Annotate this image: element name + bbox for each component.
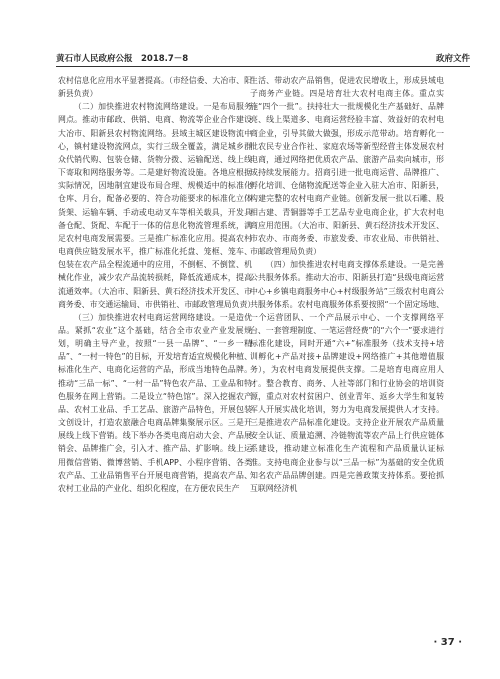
publication-title: 黄石市人民政府公报 2018.7－8 <box>56 54 189 64</box>
paragraph: 生活、带动农产品销售，促进农民增收上，形成县域电子商务产业链。四是培育壮大农村电商主体。重点实施“四个一批”。扶持壮大一批规模化生产基础好、品牌亮、线上渠道多、电商运营经验丰富、效益好的农村电商企业，引导其做大做强，形成示范带动。培育孵化一批农民专业合作社、家庭农场等新型经营主体发展农村电商，通过网络把优质农产品、旅游产品卖向城市，形成持续发展能力。招商引进一批电商运营、品牌推广、孵化培训、仓储物流配送等企业入驻大冶市、阳新县，构建完整的农村电商产业链。创新发展一批以石雕、股相古建、青铜器等手工艺品专业电商企业，扩大农村电商应用范围。（大冶市、阳新县、黄石经济技术开发区、市农办、市商务委、市旅发委、市农业局、市供销社、市邮政管理局负责） <box>250 76 444 257</box>
page-number: · 37 · <box>433 637 462 648</box>
paragraph: 农村信息化应用水平显著提高。（市经信委、大冶市、阳新县负责） <box>58 76 252 99</box>
paragraph: （三）加快推进农村电商运营网络建设。一是造优品。紧抓“农业”这个基础，结合全市农业产业发展规划，明确主导产业，按照“一县一品牌”、“一乡一精品”、“一村一特色”的目标，开发培育适宜规模化种植、标准化生产、电商化运营的产品，形成当地特色品牌。推动“三品一标”、“一村一品”特色农产品、工业品和特色服务在网上营销。二是设立“特色馆”。深入挖掘农产品、农村工业品、手工艺品、旅游产品特色，开展包装文创设计，打造农旅融合电商品牌集聚展示区。三是开展线上线下营销。线下举办各类电商启动大会、产品展销会、品牌推广会，引入才、推产品、扩影响。线上运用微信营销、微博营销、手机APP、小程序营销、各类农产品、工业品销售平台开展电商营销，提高农产品、农村工业品的产业化、组织化程度，在方便农民生产 <box>58 312 252 493</box>
page-header <box>56 48 470 67</box>
right-column <box>250 74 444 495</box>
paragraph: （四）加快推进农村电商支撑体系建设。一是完善公共服务体系。推动大冶市、阳新县打造“县级电商运营中心+乡镇电商服务中心+村级服务站”三级农村电商公共服务体系。农村电商服务体系要按照“一个固定场地、一个运营团队、一个产品展示中心、一个支撑网络平台、一套管理制度、一笔运营经费”的“六个一”要求进行标准化建设，同时开通“六+”标准服务（技术支持+培训孵化+产品对接+品牌建设+网络推广+其他增值服务），为农村电商发展提供支撑。二是培育电商应用人才。整合教育、商务、人社等部门和行业协会的培训资源，重点对农村贫困户、创业青年、返乡大学生和复转军人开展实战化培训，努力为电商发展提供人才支持。三是推进农产品标准化建设。支持企业开展农产品质量安全认证、质量追溯、冷链物流等农产品上行供应链体系建设，推动建立标准化生产流程和产品质量认证标准。支持电商企业参与以“三品一标”为基础的安全优质知名农产品品牌创建。四是完善政策支持体系。要抢抓互联网经济机 <box>250 260 444 493</box>
paragraph: （二）加快推进农村物流网络建设。一是布局服务网点。推动市邮政、供销、电商、物流等企业合作建设大冶市、阳新县农村物流网络。县域主城区建设物流中心，镇村建设物流网点，实行三级全覆盖，满足城乡群众代销代购、包装仓储、货物分拨、运输配送、线上线下寄取和网络服务等。二是建好物流设施。各地应根据实际情况，因地制宜建设布局合理、规模适中的标准化仓库、月台，配备必要的、符合功能要求的标准化立体货架、运输车辆、手动或电动叉车等相关载具，开发具备仓配、货配、车配于一体的信息化物流管理系统，满足农村电商发展需要。三是推广标准化应用。提高农村电商供应链发展水平，推广标准化托盘、笼框、笼车、包装在农产品全程流通中的应用，不倒框、不倒筐、机械化作业，减少农产品流转损耗，降低流通成本，提高流通效率。（大冶市、阳新县、黄石经济技术开发区、市商务委、市交通运输局、市供销社、市邮政管理局负责） <box>58 102 256 309</box>
section-name: 政府文件 <box>435 54 470 64</box>
left-column <box>58 74 256 495</box>
